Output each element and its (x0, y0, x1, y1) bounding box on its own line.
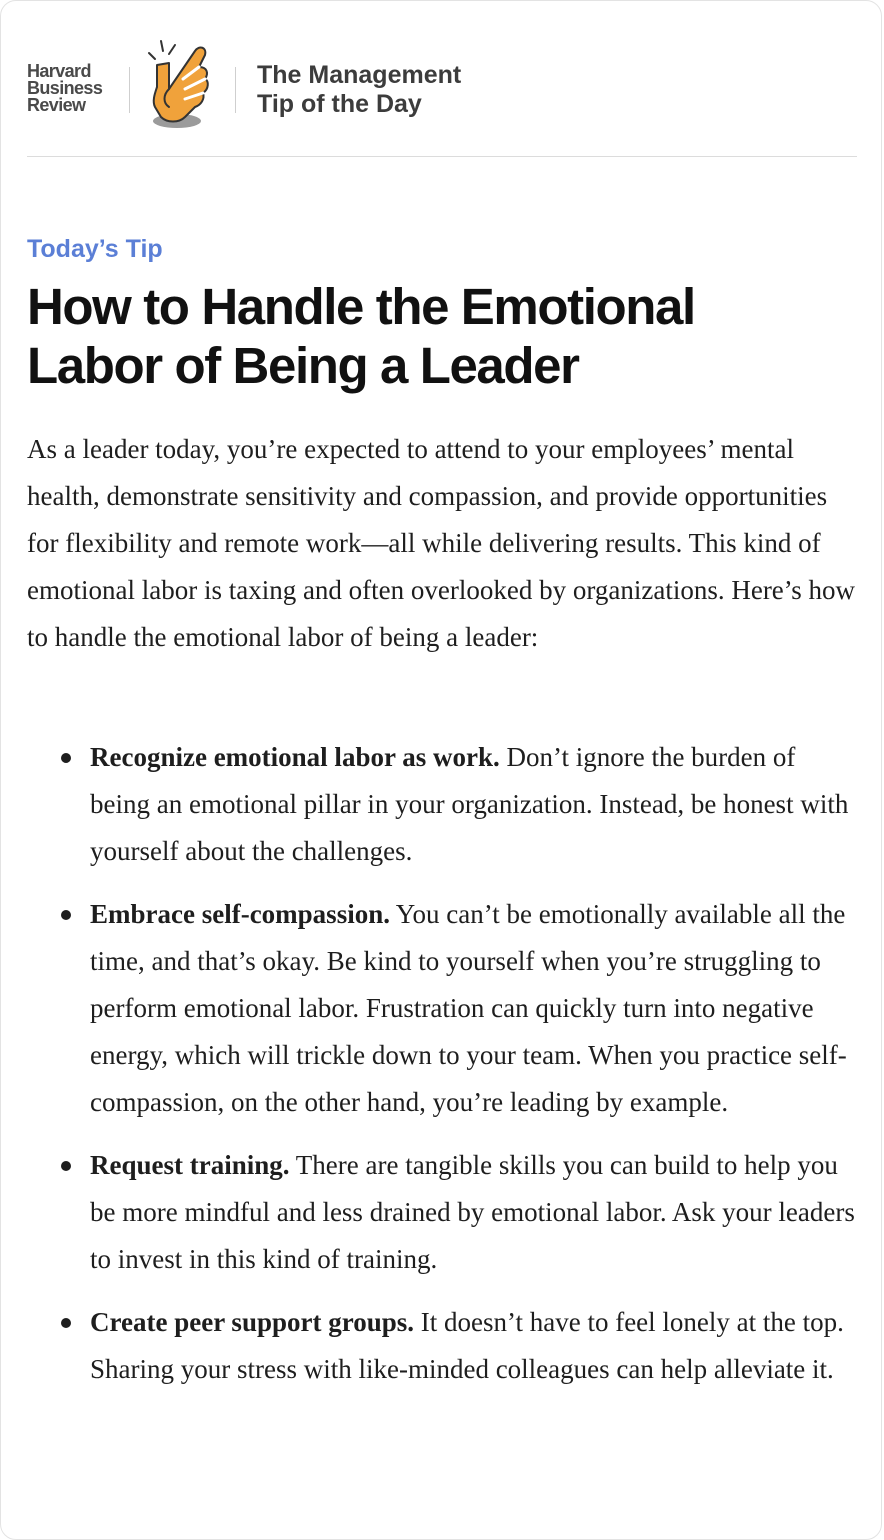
tip-text: There are tangible skills you can build to help you be more mindful and less drained by emotional labor. Ask your leaders to invest in this kind of training. (90, 1150, 855, 1274)
header-divider (235, 67, 236, 113)
hand-tapping-icon (139, 39, 219, 131)
newsletter-title-line: The Management (257, 61, 462, 89)
tips-list (57, 734, 859, 1409)
bullet-icon (61, 1318, 71, 1328)
intro-paragraph: As a leader today, you’re expected to attend to your employees’ mental health, demonstrate sensitivity and compassion, and provide opportunities for flexibility and remote work—all while delivering results. This kind of emotional labor is taxing and often overlooked by organizations. Here’s how to handle the emotional labor of being a leader: (27, 434, 856, 652)
newsletter-title (257, 61, 461, 119)
bullet-icon (61, 753, 71, 763)
tip-lead: Recognize emotional labor as work. (90, 742, 500, 772)
bullet-icon (61, 1161, 71, 1171)
tip-text: It doesn’t have to feel lonely at the top. Sharing your stress with like-minded colleagues can help alleviate it. (90, 1307, 844, 1384)
tip-text: Don’t ignore the burden of being an emotional pillar in your organization. Instead, be honest with yourself about the challenges. (90, 742, 849, 866)
tip-text: You can’t be emotionally available all the time, and that’s okay. Be kind to yourself when you’re struggling to perform emotional labor. Frustration can quickly turn into negative energy, which will trickle down to your team. When you practice self-compassion, on the other hand, you’re leading by example. (90, 899, 847, 1117)
todays-tip-label: Today’s Tip (27, 235, 163, 263)
headline-line: Labor of Being a Leader (27, 337, 579, 394)
headline-line: How to Handle the Emotional (27, 278, 695, 335)
article-headline (27, 277, 847, 395)
header-divider (129, 67, 130, 113)
hbr-logo-line: Harvard (27, 61, 91, 81)
tip-lead: Request training. (90, 1150, 290, 1180)
tip-item (57, 1299, 859, 1393)
hbr-logo-line: Business (27, 78, 103, 98)
hbr-logo[interactable] (27, 63, 113, 114)
tip-lead: Create peer support groups. (90, 1307, 414, 1337)
tip-item (57, 891, 859, 1126)
newsletter-header (27, 39, 857, 157)
hbr-logo-line: Review (27, 95, 86, 115)
bullet-icon (61, 910, 71, 920)
newsletter-title-line: Tip of the Day (257, 90, 422, 118)
tip-item (57, 1142, 859, 1283)
tip-item (57, 734, 859, 875)
tip-lead: Embrace self-compassion. (90, 899, 390, 929)
